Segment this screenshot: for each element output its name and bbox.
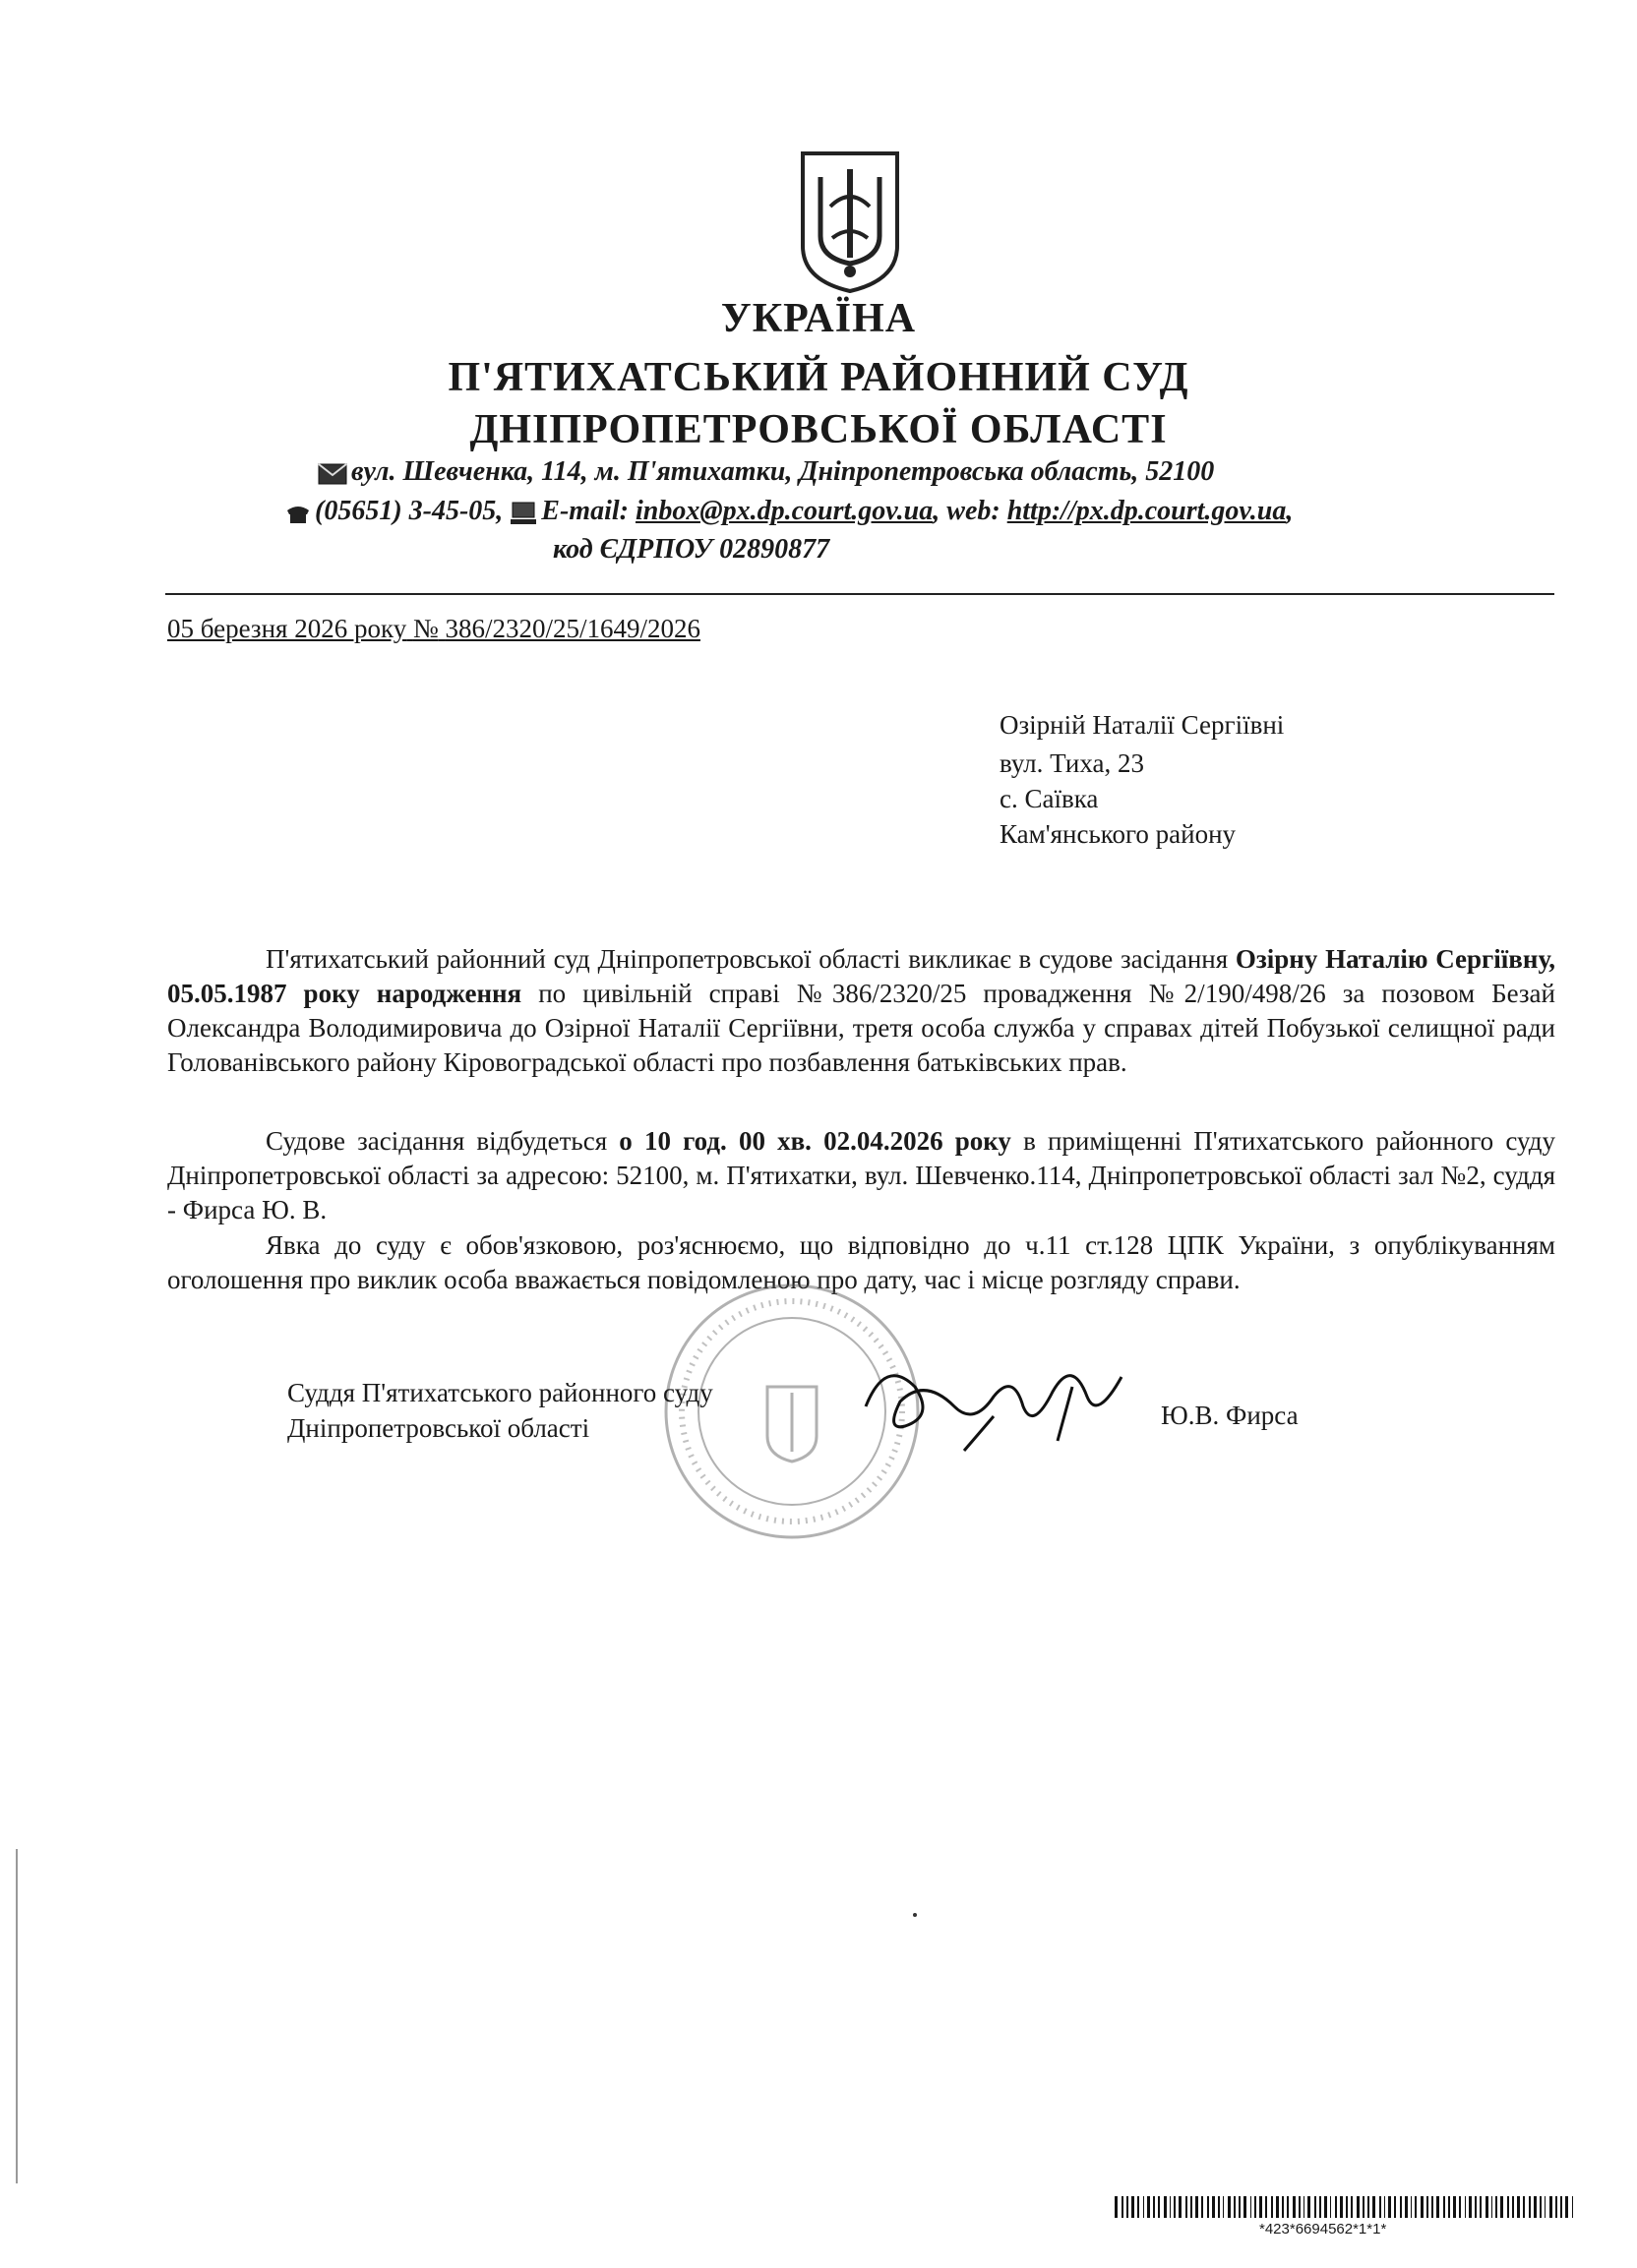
registration-date: 05 березня 2026 року (167, 614, 407, 643)
barcode-bar (1517, 2196, 1520, 2218)
registration-number-label: № (412, 614, 439, 643)
barcode-bar (1475, 2196, 1477, 2218)
barcode-bar (1265, 2196, 1267, 2218)
judge-signature-icon (846, 1347, 1141, 1456)
envelope-icon (318, 463, 347, 485)
barcode-bar (1379, 2196, 1381, 2218)
header-divider (165, 593, 1554, 595)
barcode-bar (1299, 2196, 1301, 2218)
barcode-bar (1170, 2196, 1171, 2218)
barcode-bar (1340, 2196, 1343, 2218)
barcode-bar (1485, 2196, 1488, 2218)
barcode-bar (1185, 2196, 1187, 2218)
barcode-bar (1164, 2196, 1167, 2218)
barcode-bar (1384, 2196, 1385, 2218)
header-court-name: П'ЯТИХАТСЬКИЙ РАЙОННИЙ СУД (448, 355, 1189, 400)
barcode-bar (1469, 2196, 1472, 2218)
barcode-bar (1307, 2196, 1310, 2218)
barcode-bar (1324, 2196, 1327, 2218)
judge-position-line2: Дніпропетровської області (287, 1413, 590, 1443)
barcode-bar (1293, 2196, 1296, 2218)
barcode-bar (1218, 2196, 1220, 2218)
barcode-bar (1459, 2196, 1461, 2218)
barcode-bar (1212, 2196, 1215, 2218)
hearing-datetime: о 10 год. 00 хв. 02.04.2026 року (619, 1126, 1011, 1156)
barcode-bar (1363, 2196, 1364, 2218)
court-phone: (05651) 3-45-05, (315, 496, 504, 526)
case-details: по цивільній справі №386/2320/25 провадження №2/190/498/26 за позовом Безай Олександра Володимировича до Озірної Наталії Сергіївни, третя особа служба у справах дітей Побузької селищної ради Голованівського району Кіровоградської області про позбавлення батьківських прав. (167, 979, 1555, 1077)
web-label: , web: (933, 496, 1000, 526)
judge-position-line1: Суддя П'ятихатського районного суду (287, 1378, 713, 1407)
judge-name: Ю.В. Фирса (1161, 1401, 1299, 1430)
barcode-bar (1545, 2196, 1546, 2218)
barcode-bar (1480, 2196, 1482, 2218)
barcode-bar (1207, 2196, 1209, 2218)
barcode-bar (1122, 2196, 1123, 2218)
barcode-bar (1195, 2196, 1198, 2218)
barcode-bar (1523, 2196, 1525, 2218)
barcode-bar (1250, 2196, 1251, 2218)
computer-icon (510, 502, 537, 525)
barcode-bar (1500, 2196, 1503, 2218)
email-label: E-mail: (541, 496, 629, 526)
barcode-bar (1330, 2196, 1331, 2218)
hearing-location: в приміщенні П'ятихатського районного суду Дніпропетровської області за адресою: 52100, м. П'ятихатки, вул. Шевченко.114, Дніпропетровської області зал №2, суддя - Фирса Ю. В. (167, 1126, 1555, 1224)
barcode-bar (1394, 2196, 1396, 2218)
court-edrpou: код ЄДРПОУ 02890877 (553, 534, 830, 565)
barcode-bar (1282, 2196, 1284, 2218)
barcode-bar (1254, 2196, 1256, 2218)
phone-icon (285, 503, 311, 524)
barcode-bar (1351, 2196, 1353, 2218)
barcode-bar (1367, 2196, 1369, 2218)
barcode-bar (1259, 2196, 1262, 2218)
court-address: вул. Шевченка, 114, м. П'ятихатки, Дніпропетровська область, 52100 (351, 456, 1215, 487)
barcode-bar (1388, 2196, 1391, 2218)
barcode-text: *423*6694562*1*1* (1259, 2221, 1387, 2238)
barcode-bar (1276, 2196, 1279, 2218)
barcode-bar (1421, 2196, 1424, 2218)
barcode-bar (1357, 2196, 1360, 2218)
summons-paragraph (167, 942, 1555, 1080)
barcode-bar (1234, 2196, 1236, 2218)
barcode-bar (1179, 2196, 1182, 2218)
court-web-link[interactable]: http://px.dp.court.gov.ua (1006, 496, 1287, 526)
barcode-bar (1335, 2196, 1337, 2218)
registration-line (167, 614, 700, 644)
coat-of-arms-icon (797, 148, 903, 295)
barcode-bar (1287, 2196, 1289, 2218)
barcode-bar (1565, 2196, 1568, 2218)
recipient-name: Озірній Наталії Сергіївні (1000, 710, 1285, 740)
barcode-bar (1143, 2196, 1144, 2218)
barcode-bar (1319, 2196, 1321, 2218)
barcode-bar (1443, 2196, 1445, 2218)
registration-number: 386/2320/25/1649/2026 (445, 614, 700, 643)
barcode-bar (1560, 2196, 1562, 2218)
barcode-bar (1431, 2196, 1433, 2218)
barcode-bar (1495, 2196, 1497, 2218)
court-contacts-line (285, 496, 1293, 527)
scan-edge-line (16, 1849, 18, 2183)
barcode-icon (1115, 2196, 1577, 2218)
header-region: ДНІПРОПЕТРОВСЬКОЇ ОБЛАСТІ (469, 407, 1168, 452)
barcode-bar (1549, 2196, 1552, 2218)
hearing-text-start: Судове засідання відбудеться (266, 1126, 620, 1156)
barcode-bar (1158, 2196, 1160, 2218)
barcode-bar (1190, 2196, 1192, 2218)
barcode-bar (1448, 2196, 1450, 2218)
hearing-paragraph (167, 1124, 1555, 1227)
recipient-district: Кам'янського району (1000, 819, 1237, 849)
barcode-bar (1453, 2196, 1456, 2218)
barcode-bar (1147, 2196, 1150, 2218)
barcode-bar (1228, 2196, 1231, 2218)
barcode-bar (1405, 2196, 1408, 2218)
recipient-village: с. Саївка (1000, 784, 1099, 813)
barcode-bar (1512, 2196, 1514, 2218)
barcode-bar (1415, 2196, 1417, 2218)
barcode-bar (1465, 2196, 1466, 2218)
court-address-line (318, 456, 1214, 488)
barcode-bar (1411, 2196, 1412, 2218)
barcode-bar (1540, 2196, 1542, 2218)
barcode-bar (1572, 2196, 1573, 2218)
recipient-street: вул. Тиха, 23 (1000, 748, 1145, 778)
barcode-bar (1137, 2196, 1139, 2218)
barcode-bar (1491, 2196, 1492, 2218)
barcode-bar (1201, 2196, 1203, 2218)
header-country: УКРАЇНА (720, 296, 917, 341)
barcode-bar (1372, 2196, 1375, 2218)
barcode-bar (1174, 2196, 1176, 2218)
barcode-bar (1223, 2196, 1224, 2218)
barcode-bar (1126, 2196, 1128, 2218)
barcode-bar (1507, 2196, 1509, 2218)
barcode-bar (1346, 2196, 1348, 2218)
barcode-bar (1271, 2196, 1273, 2218)
barcode-bar (1534, 2196, 1537, 2218)
barcode-bar (1555, 2196, 1557, 2218)
barcode-bar (1400, 2196, 1402, 2218)
barcode-bar (1153, 2196, 1155, 2218)
barcode-bar (1243, 2196, 1246, 2218)
barcode-bar (1436, 2196, 1439, 2218)
web-trail: , (1286, 496, 1294, 526)
attendance-paragraph: Явка до суду є обов'язковою, роз'яснюємо, що відповідно до ч.11 ст.128 ЦПК України, з опублікуванням оголошення про виклик особа вважається повідомленою про дату, час і місце розгляду справи. (167, 1230, 1555, 1294)
barcode-bar (1115, 2196, 1118, 2218)
barcode-bar (1529, 2196, 1531, 2218)
barcode-bar (1239, 2196, 1241, 2218)
barcode-bar (1131, 2196, 1134, 2218)
summons-text-start: П'ятихатський районний суд Дніпропетровської області викликає в судове засідання (266, 944, 1236, 974)
summoned-person: Озірну Наталію Сергіївну, 05.05.1987 року народження (167, 944, 1555, 1008)
barcode-bar (1314, 2196, 1316, 2218)
scan-speck (913, 1913, 917, 1917)
court-email-link[interactable]: inbox@px.dp.court.gov.ua (635, 496, 934, 526)
barcode-bar (1426, 2196, 1428, 2218)
